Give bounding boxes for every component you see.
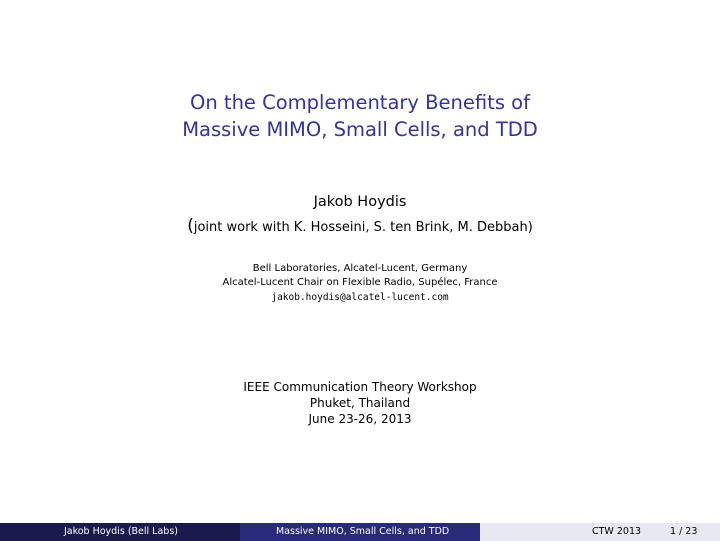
venue-date: June 23-26, 2013 xyxy=(308,412,412,426)
footer-short-title: Massive MIMO, Small Cells, and TDD xyxy=(276,526,450,537)
footer-author: Jakob Hoydis (Bell Labs) xyxy=(63,526,178,537)
author-name: Jakob Hoydis xyxy=(313,194,407,210)
footer-page-number: 1 / 23 xyxy=(670,526,698,537)
footer-title-section xyxy=(240,523,480,541)
collaborators-open-paren: ( xyxy=(187,216,194,236)
footer-conference: CTW 2013 xyxy=(592,526,642,537)
footer-info-section xyxy=(480,523,720,541)
slide-footer xyxy=(0,523,720,541)
collaborators xyxy=(0,216,720,238)
affiliation-line-1: Bell Laboratories, Alcatel-Lucent, Germany xyxy=(252,263,468,274)
author-email: jakob.hoydis@alcatel-lucent.com xyxy=(271,292,449,303)
footer-author-section xyxy=(0,523,240,541)
venue-name: IEEE Communication Theory Workshop xyxy=(243,380,477,394)
collaborators-text: joint work with K. Hosseini, S. ten Brink, M. Debbah) xyxy=(193,220,533,235)
title-line-2: Massive MIMO, Small Cells, and TDD xyxy=(182,118,538,141)
title-line-1: On the Complementary Benefits of xyxy=(190,91,530,114)
venue-location: Phuket, Thailand xyxy=(309,396,411,410)
affiliation-line-2: Alcatel-Lucent Chair on Flexible Radio, Supélec, France xyxy=(222,277,498,288)
